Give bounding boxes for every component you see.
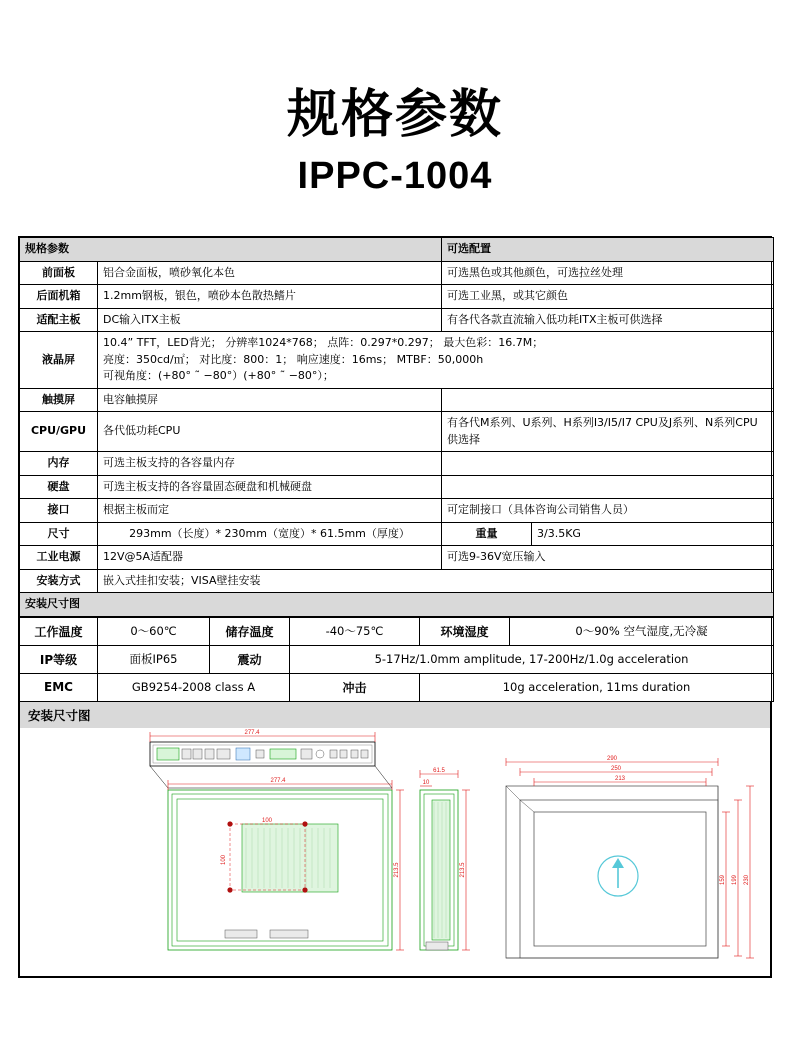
row-option [442, 475, 774, 499]
row-label: 工业电源 [20, 546, 98, 570]
drawing-section [19, 702, 771, 977]
dim-side-thickness: 61.5 [433, 767, 445, 774]
drawing-section-title: 安装尺寸图 [20, 702, 770, 728]
row-option: 可选工业黑，或其它颜色 [442, 285, 774, 309]
table-row [20, 546, 774, 570]
row-label-size: 尺寸 [20, 522, 98, 546]
page-title: 规格参数 [286, 85, 503, 145]
env-value-ip: 面板IP65 [98, 645, 210, 673]
drawing-svg [20, 728, 772, 976]
spec-table [19, 237, 774, 617]
dim-right-h1: 159 [720, 874, 726, 885]
row-value: 嵌入式挂扣安装；VISA壁挂安装 [98, 569, 774, 593]
table-row [20, 261, 774, 285]
env-value-emc: GB9254-2008 class A [98, 673, 290, 701]
lcd-line-3: 可视角度：(+80° ˜ −80°）(+80° ˜ −80°）； [103, 369, 334, 382]
lcd-line-2: 亮度：350cd/㎡； 对比度：800：1； 响应速度：16ms； MTBF：50,000h [103, 352, 484, 366]
row-value-size: 293mm（长度）* 230mm（宽度）* 61.5mm（厚度） [98, 522, 442, 546]
table-row [20, 285, 774, 309]
table-row [20, 388, 774, 412]
dim-side-small: 10 [422, 779, 430, 786]
front-view [168, 778, 404, 950]
env-label-humidity: 环境湿度 [420, 617, 510, 645]
table-row-lcd [20, 332, 774, 389]
row-value: DC输入ITX主板 [98, 308, 442, 332]
env-label-vibration: 震动 [210, 645, 290, 673]
dim-right-w1: 290 [606, 755, 618, 762]
dim-hole-h: 100 [261, 817, 273, 824]
table-row [20, 452, 774, 476]
dim-right-h3: 230 [744, 874, 750, 885]
section-title: 安装尺寸图 [20, 593, 774, 617]
table-row [20, 412, 774, 452]
env-value-humidity: 0～90% 空气湿度,无冷凝 [510, 617, 774, 645]
env-value-work-temp: 0～60℃ [98, 617, 210, 645]
row-value: 铝合金面板，喷砂氧化本色 [98, 261, 442, 285]
dim-right-h2: 199 [732, 874, 738, 885]
row-value-lcd [98, 332, 774, 389]
table-header-row [20, 238, 774, 262]
row-value: 12V@5A适配器 [98, 546, 442, 570]
row-option: 有各代各款直流输入低功耗ITX主板可供选择 [442, 308, 774, 332]
env-value-storage-temp: -40～75℃ [290, 617, 420, 645]
dim-top-width: 277.4 [244, 729, 260, 736]
row-option: 可定制接口（具体咨询公司销售人员） [442, 499, 774, 523]
table-row [20, 499, 774, 523]
row-label: 适配主板 [20, 308, 98, 332]
row-label: 后面机箱 [20, 285, 98, 309]
table-row [20, 308, 774, 332]
env-label-ip: IP等级 [20, 645, 98, 673]
row-value: 电容触摸屏 [98, 388, 442, 412]
row-value: 1.2mm钢板，银色，喷砂本色散热鳍片 [98, 285, 442, 309]
isometric-view [506, 756, 754, 958]
row-value-weight: 3/3.5KG [532, 522, 774, 546]
row-label: CPU/GPU [20, 412, 98, 452]
row-label: 触摸屏 [20, 388, 98, 412]
env-label-emc: EMC [20, 673, 98, 701]
row-label: 安装方式 [20, 569, 98, 593]
spec-header-left: 规格参数 [20, 238, 442, 262]
table-row [20, 475, 774, 499]
row-label-weight: 重量 [442, 522, 532, 546]
row-label: 内存 [20, 452, 98, 476]
env-label-shock: 冲击 [290, 673, 420, 701]
env-value-shock: 10g acceleration, 11ms duration [420, 673, 774, 701]
row-value: 可选主板支持的各容量固态硬盘和机械硬盘 [98, 475, 442, 499]
row-value: 根据主板而定 [98, 499, 442, 523]
row-value: 各代低功耗CPU [98, 412, 442, 452]
row-option: 有各代M系列、U系列、H系列I3/I5/I7 CPU及J系列、N系列CPU供选择 [442, 412, 774, 452]
environment-table [19, 617, 774, 702]
env-row [20, 617, 774, 645]
row-option [442, 452, 774, 476]
row-label: 液晶屏 [20, 332, 98, 389]
env-label-storage-temp: 储存温度 [210, 617, 290, 645]
dim-front-height: 213.5 [394, 861, 400, 878]
env-label-work-temp: 工作温度 [20, 617, 98, 645]
dim-side-height: 213.5 [460, 861, 466, 878]
dim-hole-v: 100 [221, 854, 227, 865]
dim-right-w3: 213 [614, 775, 626, 782]
dim-right-w2: 250 [610, 765, 622, 772]
env-row [20, 645, 774, 673]
row-label: 硬盘 [20, 475, 98, 499]
section-band-install [20, 593, 774, 617]
table-row [20, 569, 774, 593]
side-view [420, 768, 470, 950]
dim-front-width: 277.4 [270, 777, 286, 784]
spec-table-container [18, 236, 772, 978]
row-value: 可选主板支持的各容量内存 [98, 452, 442, 476]
dimension-drawing [20, 728, 770, 976]
env-row [20, 673, 774, 701]
page-header [0, 0, 790, 198]
env-value-vibration: 5-17Hz/1.0mm amplitude, 17-200Hz/1.0g acceleration [290, 645, 774, 673]
row-option: 可选9-36V宽压输入 [442, 546, 774, 570]
row-option [442, 388, 774, 412]
row-label: 接口 [20, 499, 98, 523]
row-label: 前面板 [20, 261, 98, 285]
row-option: 可选黑色或其他颜色，可选拉丝处理 [442, 261, 774, 285]
table-row-size [20, 522, 774, 546]
spec-header-right: 可选配置 [442, 238, 774, 262]
lcd-line-1: 10.4” TFT，LED背光； 分辨率1024*768； 点阵：0.297*0.297； 最大色彩：16.7M； [103, 336, 544, 349]
product-model: IPPC-1004 [297, 155, 493, 197]
